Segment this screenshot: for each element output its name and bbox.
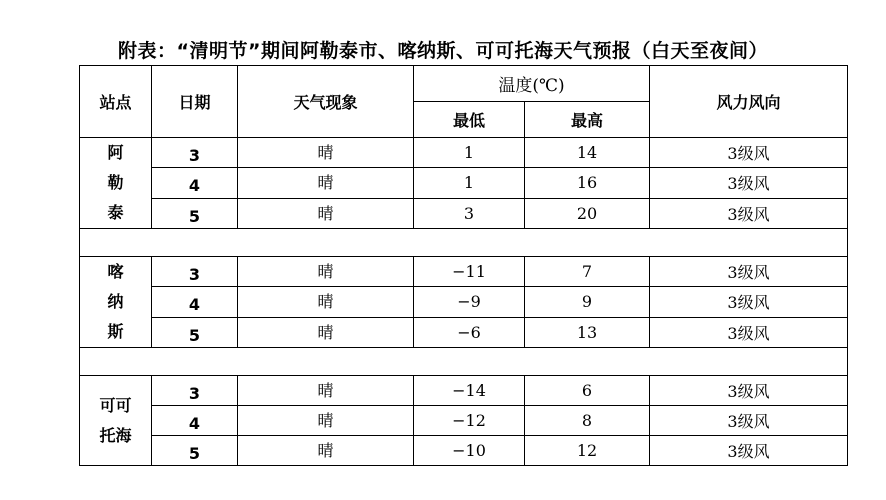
station-name — [80, 376, 152, 466]
table-row — [80, 168, 848, 198]
temp-min-cell: −6 — [414, 317, 525, 347]
table-row — [80, 287, 848, 317]
temp-min-cell: 1 — [414, 138, 525, 168]
table-row — [80, 317, 848, 347]
date-cell: 5 — [152, 198, 238, 228]
header-temperature: 温度(℃) — [414, 66, 650, 102]
wind-cell: 3级风 — [650, 406, 848, 436]
table-row — [80, 406, 848, 436]
weather-cell: 晴 — [238, 198, 414, 228]
wind-cell: 3级风 — [650, 376, 848, 406]
temp-min-cell: 1 — [414, 168, 525, 198]
wind-cell: 3级风 — [650, 198, 848, 228]
header-station: 站点 — [80, 66, 152, 138]
station-name-line: 可可 — [99, 395, 132, 415]
wind-cell: 3级风 — [650, 317, 848, 347]
weather-cell: 晴 — [238, 168, 414, 198]
date-cell: 4 — [152, 406, 238, 436]
temp-max-cell: 12 — [525, 436, 650, 466]
weather-cell: 晴 — [238, 138, 414, 168]
wind-cell: 3级风 — [650, 287, 848, 317]
station-name-line: 喀 — [107, 262, 124, 281]
table-row — [80, 257, 848, 287]
header-row — [80, 66, 848, 102]
header-min: 最低 — [414, 102, 525, 138]
temp-min-cell: −9 — [414, 287, 525, 317]
date-cell: 3 — [152, 138, 238, 168]
table-row — [80, 376, 848, 406]
temp-min-cell: −12 — [414, 406, 525, 436]
temp-min-cell: −14 — [414, 376, 525, 406]
separator-row — [80, 348, 848, 376]
table-row — [80, 198, 848, 228]
weather-cell: 晴 — [238, 257, 414, 287]
forecast-table — [79, 65, 848, 466]
station-name-line: 阿 — [107, 143, 124, 162]
wind-cell: 3级风 — [650, 436, 848, 466]
wind-cell: 3级风 — [650, 257, 848, 287]
weather-cell: 晴 — [238, 376, 414, 406]
weather-cell: 晴 — [238, 436, 414, 466]
table-row — [80, 138, 848, 168]
date-cell: 3 — [152, 257, 238, 287]
weather-cell: 晴 — [238, 406, 414, 436]
temp-min-cell: −10 — [414, 436, 525, 466]
date-cell: 4 — [152, 168, 238, 198]
temp-max-cell: 7 — [525, 257, 650, 287]
header-date: 日期 — [152, 66, 238, 138]
separator-cell — [80, 348, 848, 376]
station-name-line: 纳 — [107, 292, 124, 311]
station-name-line: 斯 — [107, 322, 124, 341]
temp-max-cell: 14 — [525, 138, 650, 168]
temp-max-cell: 8 — [525, 406, 650, 436]
separator-cell — [80, 229, 848, 257]
temp-max-cell: 16 — [525, 168, 650, 198]
weather-cell: 晴 — [238, 287, 414, 317]
temp-max-cell: 13 — [525, 317, 650, 347]
station-name-line: 托海 — [99, 425, 132, 445]
station-name-line: 勒 — [107, 173, 124, 192]
separator-row — [80, 229, 848, 257]
wind-cell: 3级风 — [650, 138, 848, 168]
table-row — [80, 436, 848, 466]
table-title: 附表：“清明节”期间阿勒泰市、喀纳斯、可可托海天气预报（白天至夜间） — [118, 40, 768, 62]
date-cell: 4 — [152, 287, 238, 317]
header-wind: 风力风向 — [650, 66, 848, 138]
temp-max-cell: 20 — [525, 198, 650, 228]
temp-max-cell: 6 — [525, 376, 650, 406]
header-max: 最高 — [525, 102, 650, 138]
temp-min-cell: 3 — [414, 198, 525, 228]
temp-min-cell: −11 — [414, 257, 525, 287]
station-name-line: 泰 — [107, 203, 124, 222]
header-weather: 天气现象 — [238, 66, 414, 138]
wind-cell: 3级风 — [650, 168, 848, 198]
station-name — [80, 257, 152, 348]
date-cell: 5 — [152, 436, 238, 466]
station-name — [80, 138, 152, 229]
date-cell: 5 — [152, 317, 238, 347]
date-cell: 3 — [152, 376, 238, 406]
weather-cell: 晴 — [238, 317, 414, 347]
temp-max-cell: 9 — [525, 287, 650, 317]
